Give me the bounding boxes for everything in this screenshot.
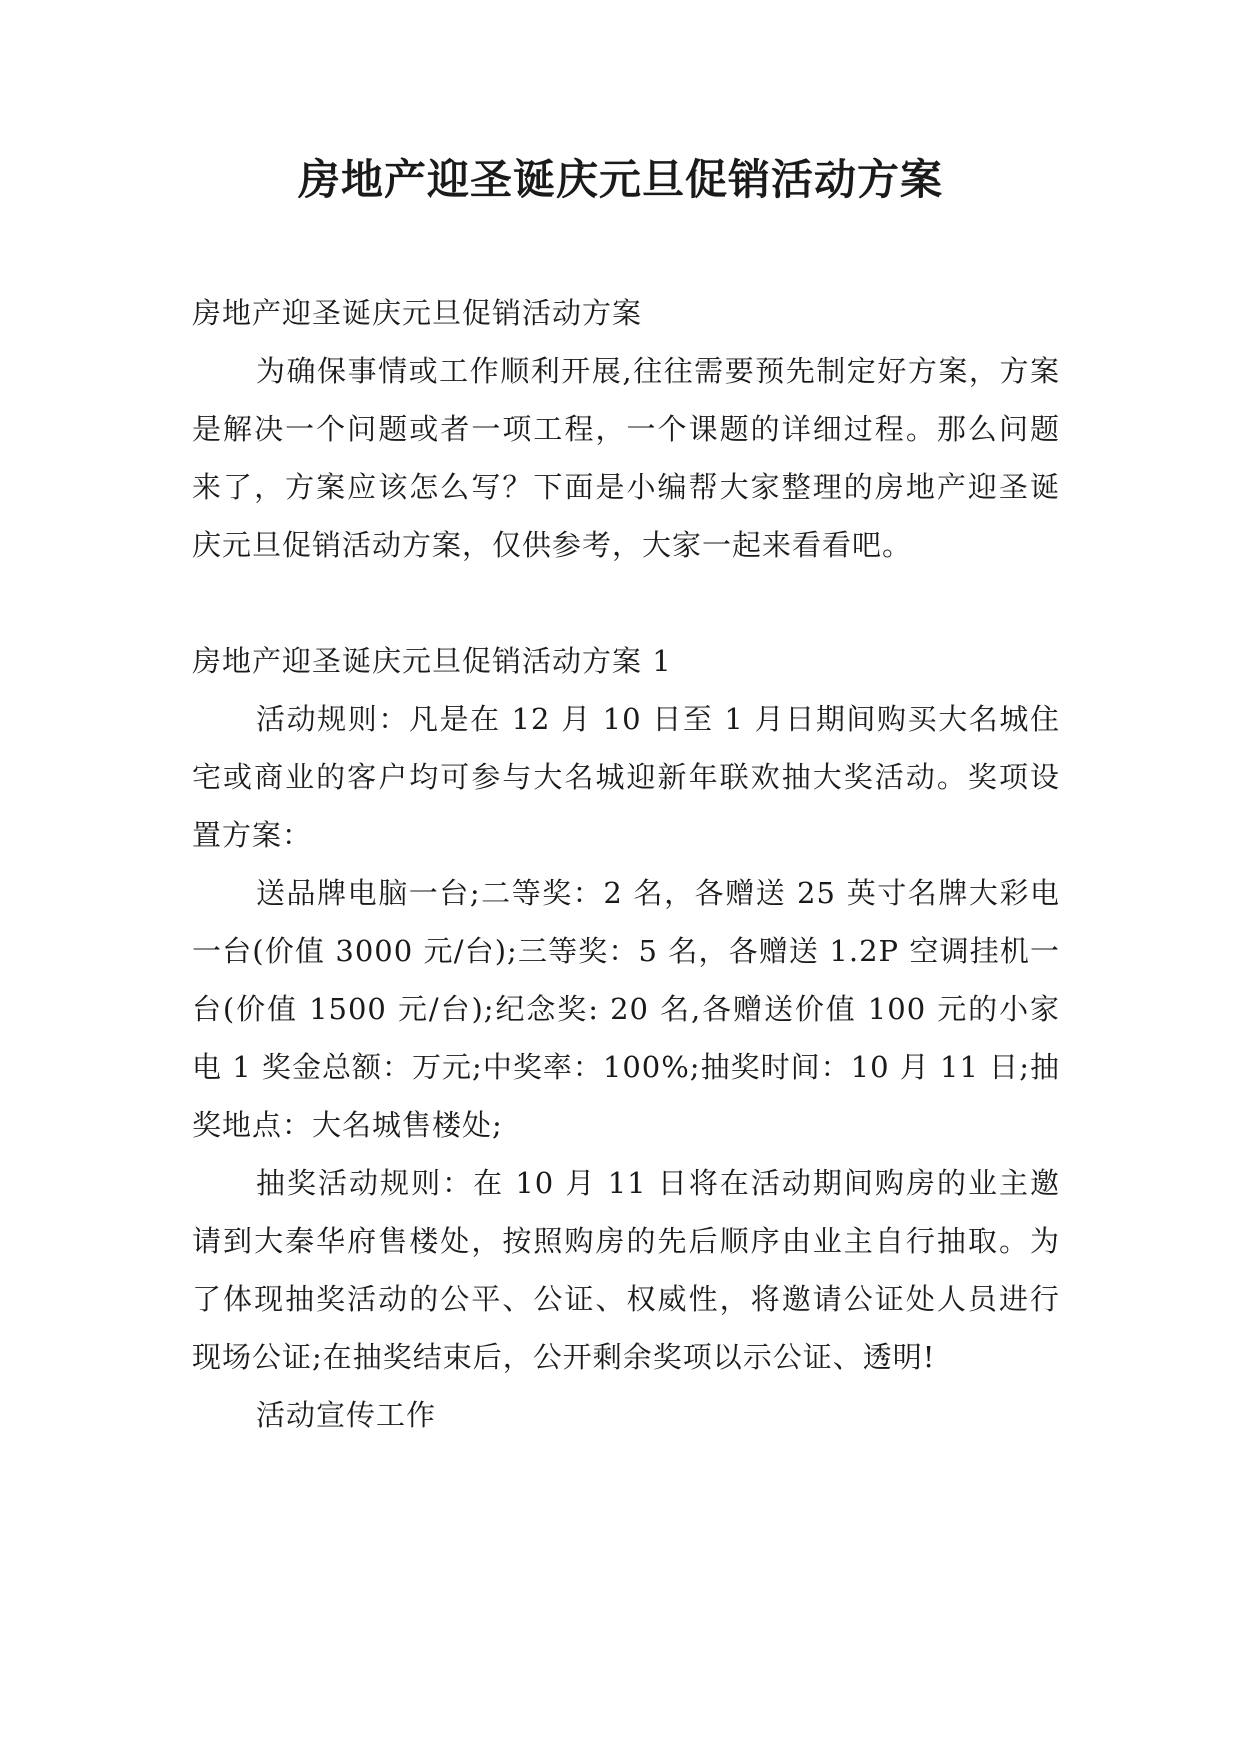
paragraph-activity-rules: 活动规则：凡是在 12 月 10 日至 1 月日期间购买大名城住宅或商业的客户均可参与大名城迎新年联欢抽大奖活动。奖项设置方案： (192, 702, 1060, 852)
paragraph-section-heading: 房地产迎圣诞庆元旦促销活动方案 1 (192, 644, 672, 678)
document-body (192, 284, 1060, 1444)
paragraph-prizes: 送品牌电脑一台;二等奖：2 名，各赠送 25 英寸名牌大彩电一台(价值 3000 元/台);三等奖：5 名，各赠送 1.2P 空调挂机一台(价值 1500 元/台);纪念奖: 20 名,各赠送价值 100 元的小家电 1 奖金总额：万元;中奖率：100%;抽奖时间：10 月 11 日;抽奖地点：大名城售楼处; (192, 876, 1060, 1142)
paragraph-subtitle: 房地产迎圣诞庆元旦促销活动方案 (192, 296, 643, 330)
paragraph-promotion: 活动宣传工作 (256, 1398, 437, 1432)
paragraph-gap (192, 574, 1060, 632)
paragraph-lottery-rules: 抽奖活动规则：在 10 月 11 日将在活动期间购房的业主邀请到大秦华府售楼处，按照购房的先后顺序由业主自行抽取。为了体现抽奖活动的公平、公证、权威性，将邀请公证处人员进行现场公证;在抽奖结束后，公开剩余奖项以示公证、透明! (192, 1166, 1060, 1374)
paragraph-intro: 为确保事情或工作顺利开展,往往需要预先制定好方案，方案是解决一个问题或者一项工程，一个课题的详细过程。那么问题来了，方案应该怎么写？下面是小编帮大家整理的房地产迎圣诞庆元旦促销活动方案，仅供参考，大家一起来看看吧。 (192, 354, 1060, 562)
document-title: 房地产迎圣诞庆元旦促销活动方案 (297, 155, 943, 204)
